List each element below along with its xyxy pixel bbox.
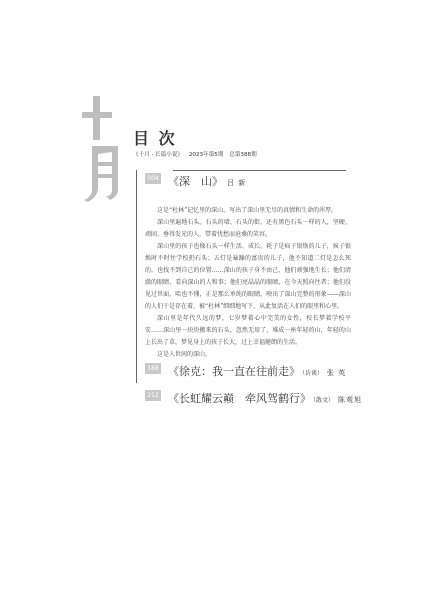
- entry-author: 张 英: [327, 369, 347, 377]
- entry-genre-tag: （散文）: [313, 397, 335, 404]
- summary-paragraph: 这是人世间的深山。: [157, 351, 212, 358]
- total-issue-number: 总第388期: [229, 152, 257, 158]
- entry-title-text: 《长虹耀云巅 牵风驾鹤行》: [168, 392, 311, 405]
- summary-paragraph: 深山里的孩子也像石头一样生活、成长。耗子是疯子银焕的儿子，疯子银焕时不时往学校扔石头；五灯是暴躁的富贵的儿子，他不知道二灯是怎么死的，也找不到自己的位置……深山的孩子身不由己，他们顽强地生长；他们清澈的眼睛，看向深山的人和事；他们亮晶晶的眼睛，在今天照向往者；他们没见过世面，哈也不懂，正是那么单纯的眼睛，映出了深山完整的形象——深山的人们于是存在着，被“杜林”细细地写下，从此复活在人们的眼里和心里。: [145, 243, 351, 310]
- entry-author: 吕 新: [227, 179, 247, 187]
- issue-line: [133, 150, 261, 158]
- magazine-name: 《十月 · 长篇小说》: [133, 152, 184, 158]
- issue-number: 2023年第5期: [188, 152, 224, 158]
- entry-page-number: 212: [145, 390, 161, 401]
- page-title: 目 次: [133, 129, 177, 148]
- entry-page-number: 188: [145, 363, 161, 374]
- entry-genre-tag: （访谈）: [302, 370, 324, 377]
- toc-entry-title[interactable]: [168, 387, 362, 406]
- entry-page-number: 004: [145, 173, 161, 184]
- entry-summary: [145, 205, 351, 361]
- summary-paragraph: 深山里是年代久远的梦，七岁梦着心中完美的女性，校长梦着学校平安……深山里一块块搬来的石头，忽然无用了，堆成一座年轻的山，年轻的山上长出了草，梦见身上的孩子长大，过上幸福健朗的生活。: [145, 315, 351, 346]
- toc-entry-title[interactable]: [168, 360, 346, 379]
- masthead-logo: [80, 92, 132, 202]
- masthead-calligraphy: [80, 92, 132, 202]
- entry-title-text: 《徐克：我一直在往前走》: [168, 365, 300, 378]
- summary-paragraph: 深山里遍地石头。石头的墙、石头的街，还有黑色石头一样的人，坚硬、顽固、垂得发光的人，带着忧愁而沧桑的笑容。: [145, 219, 351, 238]
- summary-paragraph: 这是“杜林”记忆里的深山，写出了深山里无尽的真情和生命的浑厚。: [157, 207, 338, 214]
- toc-entry-title[interactable]: [168, 170, 246, 189]
- entry-title-text: 《深 山》: [168, 175, 223, 188]
- entry-author: 陈观旭: [338, 396, 363, 404]
- frame-line-left: [136, 170, 137, 383]
